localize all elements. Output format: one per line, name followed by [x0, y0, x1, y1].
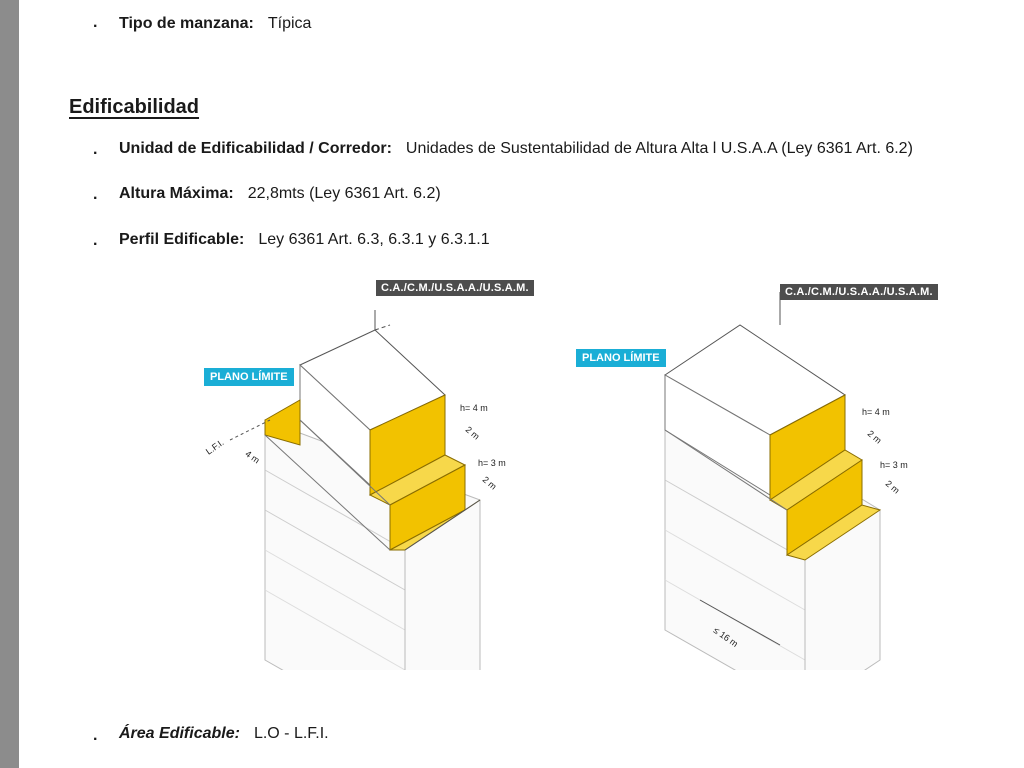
- altura-line: [119, 184, 441, 204]
- bullet: .: [93, 727, 98, 744]
- tipo-manzana-label: Tipo de manzana:: [119, 15, 254, 32]
- dim-2m-a-right: 2 m: [865, 428, 884, 446]
- perfil-diagram-left: [190, 270, 550, 670]
- tag-zone-left: C.A./C.M./U.S.A.A./U.S.A.M.: [376, 280, 534, 296]
- altura-value: 22,8mts (Ley 6361 Art. 6.2): [247, 185, 441, 202]
- perfil-line: [119, 230, 490, 250]
- dim-h4-right: h= 4 m: [862, 407, 890, 417]
- perfil-value: Ley 6361 Art. 6.3, 6.3.1 y 6.3.1.1: [258, 231, 490, 248]
- dim-4m-left: 4 m: [243, 448, 262, 466]
- dim-2m-b-right: 2 m: [883, 478, 902, 496]
- tag-plano-limite-left: PLANO LÍMITE: [204, 368, 294, 386]
- building-drawing-right: [570, 270, 950, 670]
- area-label: Área Edificable:: [119, 725, 240, 742]
- unidad-label: Unidad de Edificabilidad / Corredor:: [119, 140, 392, 157]
- dim-16m-right: ≤ 16 m: [711, 625, 740, 649]
- section-title-edificabilidad: Edificabilidad: [69, 96, 200, 118]
- dim-h3-right: h= 3 m: [880, 460, 908, 470]
- dim-2m-b-left: 2 m: [480, 474, 499, 492]
- building-drawing-left: [190, 270, 550, 670]
- dim-2m-a-left: 2 m: [463, 424, 482, 442]
- tag-zone-right: C.A./C.M./U.S.A.A./U.S.A.M.: [780, 284, 938, 300]
- dim-lfi-left: L.F.I.: [203, 437, 226, 457]
- page-left-border: [0, 0, 19, 768]
- unidad-value: Unidades de Sustentabilidad de Altura Alta l U.S.A.A (Ley 6361 Art. 6.2): [405, 140, 913, 157]
- area-value: L.O - L.F.I.: [253, 725, 329, 742]
- altura-label: Altura Máxima:: [119, 185, 234, 202]
- bullet: .: [93, 232, 98, 249]
- tipo-manzana-line: [119, 14, 311, 34]
- dim-h4-left: h= 4 m: [460, 403, 488, 413]
- bullet: .: [93, 14, 98, 31]
- area-line: [119, 724, 329, 744]
- bullet: .: [93, 186, 98, 203]
- unidad-line: [119, 139, 913, 159]
- tag-plano-limite-right: PLANO LÍMITE: [576, 349, 666, 367]
- bullet: .: [93, 141, 98, 158]
- perfil-label: Perfil Edificable:: [119, 231, 245, 248]
- tipo-manzana-value: Típica: [267, 15, 312, 32]
- perfil-diagram-right: [570, 270, 950, 670]
- dim-h3-left: h= 3 m: [478, 458, 506, 468]
